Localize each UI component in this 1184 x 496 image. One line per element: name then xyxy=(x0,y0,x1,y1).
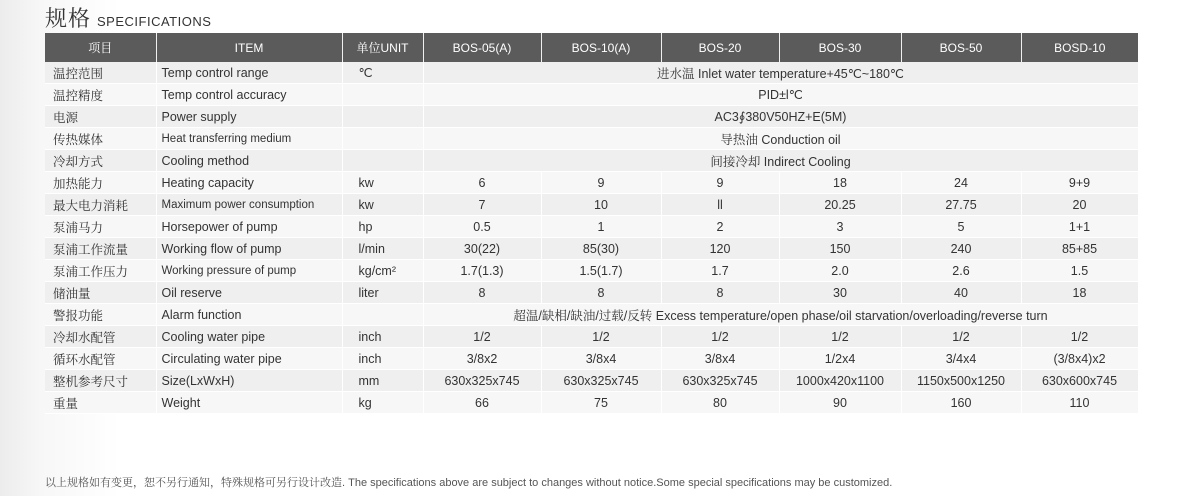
value-cell: 1/2 xyxy=(423,326,541,348)
value-cell: 7 xyxy=(423,194,541,216)
value-cell: 1.5 xyxy=(1021,260,1138,282)
value-cell: 110 xyxy=(1021,392,1138,414)
value-cell: 1/2 xyxy=(661,326,779,348)
item-zh-cell: 泵浦工作压力 xyxy=(45,260,156,282)
table-row xyxy=(45,172,1138,194)
table-row xyxy=(45,128,1138,150)
item-en-cell: Working flow of pump xyxy=(156,238,342,260)
item-en-cell: Size(LxWxH) xyxy=(156,370,342,392)
value-cell: 150 xyxy=(779,238,901,260)
value-cell: 18 xyxy=(779,172,901,194)
item-en-cell: Cooling method xyxy=(156,150,342,172)
value-cell: 1 xyxy=(541,216,661,238)
value-cell: 80 xyxy=(661,392,779,414)
value-cell: 1/2x4 xyxy=(779,348,901,370)
table-row xyxy=(45,84,1138,106)
item-en-cell: Temp control accuracy xyxy=(156,84,342,106)
item-en-cell: Working pressure of pump xyxy=(156,260,342,282)
value-cell: 24 xyxy=(901,172,1021,194)
value-cell: 30 xyxy=(779,282,901,304)
item-zh-cell: 循环水配管 xyxy=(45,348,156,370)
item-en-cell: Weight xyxy=(156,392,342,414)
merged-value-cell: 超温/缺相/缺油/过载/反转 Excess temperature/open phase/oil starvation/overloading/reverse turn xyxy=(423,304,1138,326)
unit-cell xyxy=(342,150,423,172)
unit-cell: kw xyxy=(342,194,423,216)
header-cell: BOS-05(A) xyxy=(423,33,541,62)
item-en-cell: Power supply xyxy=(156,106,342,128)
item-zh-cell: 冷却水配管 xyxy=(45,326,156,348)
value-cell: 1.7 xyxy=(661,260,779,282)
merged-value-cell: 间接冷却 Indirect Cooling xyxy=(423,150,1138,172)
unit-cell: l/min xyxy=(342,238,423,260)
unit-cell xyxy=(342,128,423,150)
value-cell: 10 xyxy=(541,194,661,216)
value-cell: 3/8x4 xyxy=(661,348,779,370)
table-row xyxy=(45,282,1138,304)
table-row xyxy=(45,370,1138,392)
table-row xyxy=(45,216,1138,238)
table-row xyxy=(45,106,1138,128)
table-row xyxy=(45,260,1138,282)
value-cell: 40 xyxy=(901,282,1021,304)
header-cell: BOS-20 xyxy=(661,33,779,62)
item-zh-cell: 冷却方式 xyxy=(45,150,156,172)
merged-value-cell: AC3∮380V50HZ+E(5M) xyxy=(423,106,1138,128)
value-cell: 2.6 xyxy=(901,260,1021,282)
unit-cell xyxy=(342,304,423,326)
item-zh-cell: 温控精度 xyxy=(45,84,156,106)
item-zh-cell: 警报功能 xyxy=(45,304,156,326)
value-cell: 3/4x4 xyxy=(901,348,1021,370)
value-cell: 1.7(1.3) xyxy=(423,260,541,282)
value-cell: 630x325x745 xyxy=(423,370,541,392)
value-cell: 630x325x745 xyxy=(541,370,661,392)
footer-note: 以上规格如有变更，恕不另行通知，特殊规格可另行设计改造. The specifications above are subject to changes without notice.Some special specifications may be customized. xyxy=(45,477,893,489)
value-cell: 2 xyxy=(661,216,779,238)
table-row xyxy=(45,392,1138,414)
value-cell: 85+85 xyxy=(1021,238,1138,260)
item-zh-cell: 温控范围 xyxy=(45,62,156,84)
table-row xyxy=(45,150,1138,172)
value-cell: 3/8x4 xyxy=(541,348,661,370)
unit-cell: inch xyxy=(342,348,423,370)
value-cell: 27.75 xyxy=(901,194,1021,216)
value-cell: 160 xyxy=(901,392,1021,414)
item-zh-cell: 储油量 xyxy=(45,282,156,304)
table-row xyxy=(45,194,1138,216)
value-cell: 20 xyxy=(1021,194,1138,216)
value-cell: 1/2 xyxy=(779,326,901,348)
unit-cell: mm xyxy=(342,370,423,392)
value-cell: 1/2 xyxy=(541,326,661,348)
value-cell: 1000x420x1100 xyxy=(779,370,901,392)
value-cell: 6 xyxy=(423,172,541,194)
value-cell: 3 xyxy=(779,216,901,238)
item-zh-cell: 加热能力 xyxy=(45,172,156,194)
value-cell: 240 xyxy=(901,238,1021,260)
unit-cell: hp xyxy=(342,216,423,238)
unit-cell: kw xyxy=(342,172,423,194)
table-row xyxy=(45,326,1138,348)
unit-cell xyxy=(342,106,423,128)
header-cell: BOS-50 xyxy=(901,33,1021,62)
value-cell: 1/2 xyxy=(1021,326,1138,348)
table-row xyxy=(45,238,1138,260)
item-en-cell: Circulating water pipe xyxy=(156,348,342,370)
header-cell: 项目 xyxy=(45,33,156,62)
item-zh-cell: 泵浦马力 xyxy=(45,216,156,238)
item-en-cell: Horsepower of pump xyxy=(156,216,342,238)
value-cell: 9 xyxy=(661,172,779,194)
value-cell: 20.25 xyxy=(779,194,901,216)
unit-cell: liter xyxy=(342,282,423,304)
value-cell: 8 xyxy=(661,282,779,304)
value-cell: 1/2 xyxy=(901,326,1021,348)
item-en-cell: Alarm function xyxy=(156,304,342,326)
page-title xyxy=(45,2,211,32)
header-cell: BOS-10(A) xyxy=(541,33,661,62)
value-cell: 1150x500x1250 xyxy=(901,370,1021,392)
item-en-cell: Maximum power consumption xyxy=(156,194,342,216)
item-en-cell: Cooling water pipe xyxy=(156,326,342,348)
unit-cell: kg xyxy=(342,392,423,414)
item-zh-cell: 最大电力消耗 xyxy=(45,194,156,216)
value-cell: 1.5(1.7) xyxy=(541,260,661,282)
value-cell: 9+9 xyxy=(1021,172,1138,194)
table-row xyxy=(45,348,1138,370)
value-cell: 3/8x2 xyxy=(423,348,541,370)
value-cell: 66 xyxy=(423,392,541,414)
value-cell: ll xyxy=(661,194,779,216)
item-en-cell: Temp control range xyxy=(156,62,342,84)
value-cell: 2.0 xyxy=(779,260,901,282)
header-cell: 单位UNIT xyxy=(342,33,423,62)
item-en-cell: Heat transferring medium xyxy=(156,128,342,150)
item-zh-cell: 整机参考尺寸 xyxy=(45,370,156,392)
table-header-row xyxy=(45,33,1138,62)
value-cell: 5 xyxy=(901,216,1021,238)
unit-cell xyxy=(342,84,423,106)
value-cell: 75 xyxy=(541,392,661,414)
header-cell: BOSD-10 xyxy=(1021,33,1138,62)
item-en-cell: Heating capacity xyxy=(156,172,342,194)
item-zh-cell: 重量 xyxy=(45,392,156,414)
table-row xyxy=(45,62,1138,84)
item-zh-cell: 泵浦工作流量 xyxy=(45,238,156,260)
value-cell: 8 xyxy=(423,282,541,304)
value-cell: (3/8x4)x2 xyxy=(1021,348,1138,370)
title-en: SPECIFICATIONS xyxy=(97,14,212,29)
merged-value-cell: 导热油 Conduction oil xyxy=(423,128,1138,150)
merged-value-cell: PID±l℃ xyxy=(423,84,1138,106)
item-zh-cell: 传热媒体 xyxy=(45,128,156,150)
value-cell: 90 xyxy=(779,392,901,414)
value-cell: 8 xyxy=(541,282,661,304)
merged-value-cell: 进水温 Inlet water temperature+45℃~180℃ xyxy=(423,62,1138,84)
item-en-cell: Oil reserve xyxy=(156,282,342,304)
value-cell: 18 xyxy=(1021,282,1138,304)
value-cell: 630x325x745 xyxy=(661,370,779,392)
item-zh-cell: 电源 xyxy=(45,106,156,128)
value-cell: 30(22) xyxy=(423,238,541,260)
value-cell: 85(30) xyxy=(541,238,661,260)
value-cell: 120 xyxy=(661,238,779,260)
value-cell: 1+1 xyxy=(1021,216,1138,238)
unit-cell: inch xyxy=(342,326,423,348)
unit-cell: kg/cm² xyxy=(342,260,423,282)
header-cell: BOS-30 xyxy=(779,33,901,62)
title-zh: 规格 xyxy=(45,6,92,31)
table-row xyxy=(45,304,1138,326)
header-cell: ITEM xyxy=(156,33,342,62)
value-cell: 9 xyxy=(541,172,661,194)
value-cell: 630x600x745 xyxy=(1021,370,1138,392)
specifications-table xyxy=(45,33,1139,414)
unit-cell: ℃ xyxy=(342,62,423,84)
value-cell: 0.5 xyxy=(423,216,541,238)
